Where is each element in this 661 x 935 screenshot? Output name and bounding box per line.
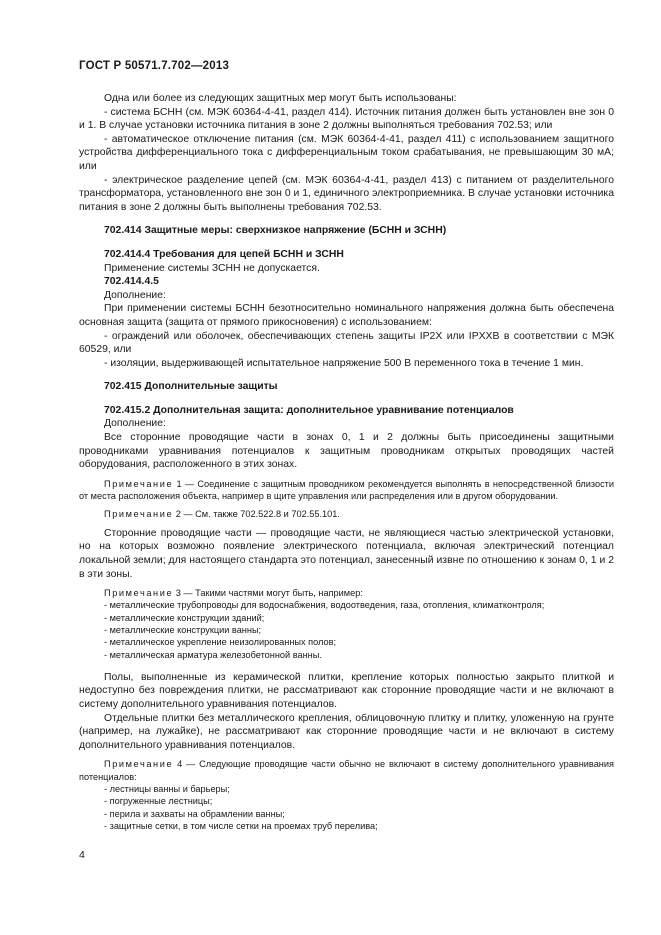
note [79,508,614,520]
paragraph: Отдельные плитки без металлического крепления, облицовочную плитку и плитку, уложенную на грунте (например, на лужайке), не рассматривают как сторонние проводящие части и не включают в систему дополнительного уравнивания потенциалов. [79,712,614,751]
subsection-heading: 702.415.2 Дополнительная защита: дополнительное уравнивание потенциалов [104,404,514,416]
page-content [79,92,614,832]
list-item: - электрическое разделение цепей (см. МЭК 60364-4-41, раздел 413) с питанием от разделительного трансформатора, установленного вне зон 0 и 1, единичного электроприемника. В случае установки источника питания в зоне 2 должны быть выполнены требования 702.53. [79,174,614,213]
paragraph: Одна или более из следующих защитных мер могут быть использованы: [104,93,457,104]
note-list-item: - металлическая арматура железобетонной ванны. [104,649,322,660]
note-list-item: - лестницы ванны и барьеры; [104,784,230,795]
note-list-item: - погруженные лестницы; [104,796,213,807]
note-list-item: - перила и захваты на обрамлении ванны; [104,808,285,819]
note [79,478,614,503]
section-heading: 702.415 Дополнительные защиты [104,381,278,393]
list-item: - система БСНН (см. МЭК 60364-4-41, раздел 414). Источник питания должен быть установлен вне зон 0 и 1. В случае установки источника питания в зоне 2 должны выполняться требования 702.53; или [79,106,614,132]
paragraph: Все сторонние проводящие части в зонах 0, 1 и 2 должны быть присоединены защитными проводниками уравнивания потенциалов к защитным проводникам открытых проводящих частей оборудования, расположенного в этих зонах. [79,432,614,471]
note-text: 2 — См. также 702.522.8 и 702.55.101. [175,509,340,520]
note-text: 1 — Соединение с защитным проводником рекомендуется выполнять в непосредственной близости от места расположения объекта, например в щите управления или распределения или в другом оборудовании. [79,478,615,502]
paragraph: Дополнение: [104,289,166,301]
note [79,758,614,783]
clause-number: 702.414.4.5 [104,276,159,288]
paragraph: Сторонние проводящие части — проводящие части, не являющиеся частью электрической установки, но на которых возможно появление электрического потенциала, включая электрический потенциал локальной земли; для настоящего стандарта это потенциал, занесенный извне по отношению к зонам 0, 1 и 2 в эти зоны. [79,527,614,580]
paragraph: Полы, выполненные из керамической плитки, крепление которых полностью закрыто плиткой и недоступно без повреждения плитки, не рассматривают как сторонние проводящие части и не включают в систему дополнительного уравнивания потенциалов. [79,671,614,711]
note-label: Примечание [104,478,174,489]
list-item: - автоматическое отключение питания (см. МЭК 60364-4-41, раздел 411) с использованием защитного устройства дифференциального тока с дифференциальным током срабатывания, не превышающим 30 мА; или [79,133,614,172]
note-label: Примечание [104,509,174,520]
list-item: - ограждений или оболочек, обеспечивающих степень защиты IP2X или IPXXB в соответствии с МЭК 60529, или [79,330,614,356]
note-list-item: - металлические конструкции ванны; [104,625,262,635]
paragraph: Применение системы ЗСНН не допускается. [104,262,320,274]
note-list-item: - защитные сетки, в том числе сетки на проемах труб перелива; [104,820,378,831]
paragraph: Дополнение: [104,418,166,430]
page-number: 4 [79,849,85,861]
note-text: 3 — Такими частями могут быть, например: [175,588,363,599]
note-list-item: - металлическое укрепление неизолированных полов; [104,637,337,648]
note-list-item: - металлические конструкции зданий; [104,612,265,623]
list-item: - изоляции, выдерживающей испытательное напряжение 500 В переменного тока в течение 1 мин. [104,357,584,369]
paragraph: При применении системы БСНН безотносительно номинального напряжения должна быть обеспечена основная защита (защита от прямого прикосновения) с использованием: [79,303,614,328]
section-heading: 702.414 Защитные меры: сверхнизкое напряжение (БСНН и ЗСНН) [104,225,447,237]
note-label: Примечание [104,759,174,770]
document-header: ГОСТ Р 50571.7.702—2013 [79,60,230,72]
note-list-item: - металлические трубопроводы для водоснабжения, водоотведения, газа, отопления, климатконтроля; [104,600,545,611]
note-text: 4 — Следующие проводящие части обычно не включают в систему дополнительного уравнивания потенциалов: [79,759,614,782]
subsection-heading: 702.414.4 Требования для цепей БСНН и ЗСНН [104,248,344,260]
note [79,587,614,599]
note-label: Примечание [104,588,174,599]
